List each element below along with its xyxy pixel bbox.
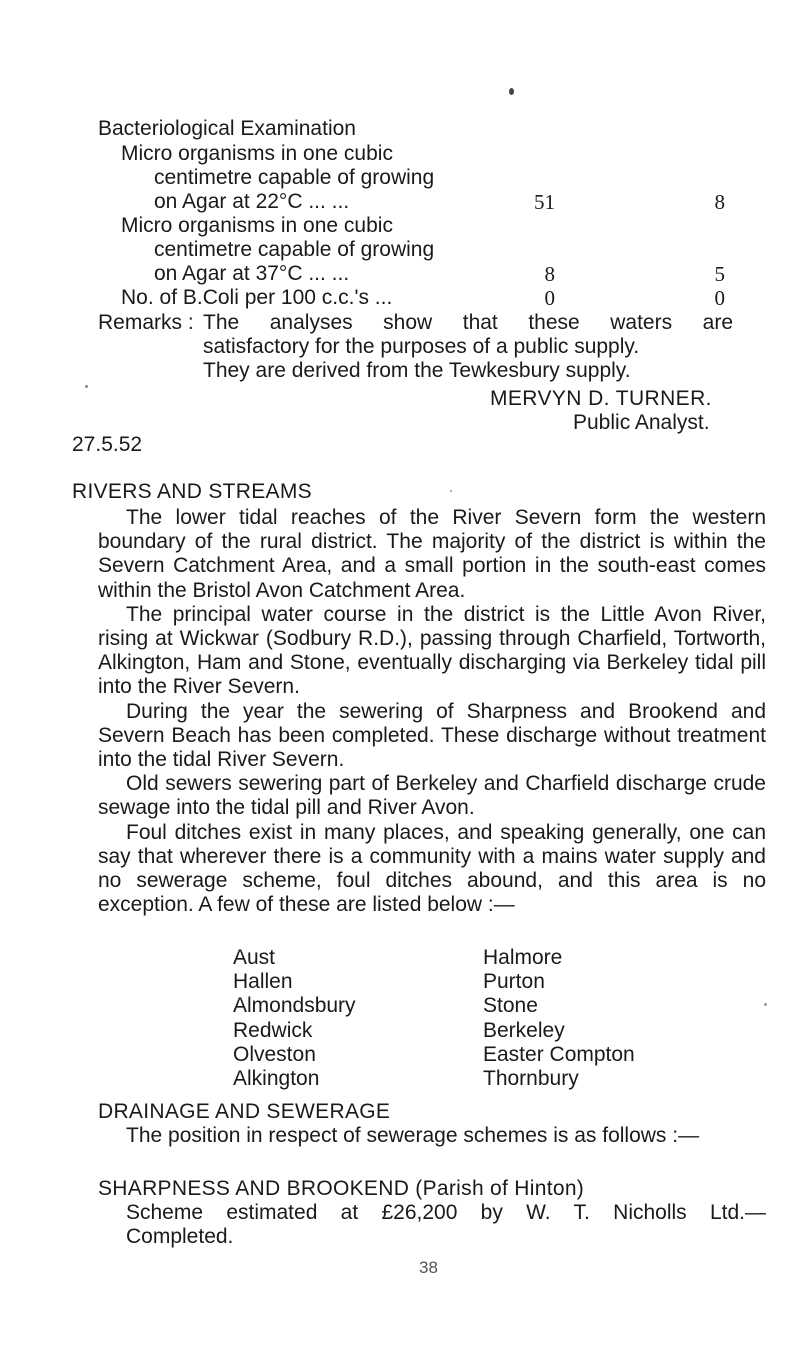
list-item: Thornbury	[483, 1067, 579, 1091]
print-speck	[85, 385, 88, 388]
list-item: Almondsbury	[233, 994, 356, 1018]
rivers-paragraph: Old sewers sewering part of Berkeley and Charfield discharge crude sewage into the tidal pill and River Avon.	[98, 772, 766, 820]
row3-value-2: 0	[714, 286, 725, 310]
remarks-label: Remarks :	[98, 311, 194, 334]
rivers-heading: RIVERS AND STREAMS	[72, 480, 312, 503]
list-item: Olveston	[233, 1042, 316, 1066]
scheme-line-1: Scheme estimated at £26,200 by W. T. Nicholls Ltd.—	[126, 1201, 766, 1224]
foul-ditch-list-left	[233, 946, 356, 1091]
list-item: Stone	[483, 994, 538, 1018]
row1-value-2: 8	[714, 190, 725, 214]
rivers-paragraph: Foul ditches exist in many places, and speaking generally, one can say that wherever there is a community with a mains water supply and no sewerage scheme, foul ditches abound, and this area is no exception. A few of these are listed below :—	[98, 820, 766, 917]
print-speck	[450, 490, 452, 492]
row2-value-2: 5	[714, 262, 725, 286]
signature-date: 27.5.52	[72, 433, 143, 456]
print-speck	[764, 1003, 767, 1006]
sharpness-subheading: SHARPNESS AND BROOKEND (Parish of Hinton)	[98, 1177, 585, 1200]
list-item: Hallen	[233, 970, 293, 994]
row2-line2: centimetre capable of growing	[154, 238, 435, 261]
drainage-heading: DRAINAGE AND SEWERAGE	[98, 1100, 391, 1123]
row3-label: No. of B.Coli per 100 c.c.'s ...	[121, 286, 393, 309]
list-item: Aust	[233, 946, 276, 969]
bacteriological-title: Bacteriological Examination	[98, 117, 356, 140]
row2-line3: on Agar at 37°C ... ...	[154, 262, 350, 285]
list-item: Halmore	[483, 946, 563, 969]
row3-value-1: 0	[544, 286, 555, 310]
list-item: Berkeley	[483, 1018, 565, 1042]
row1-line1: Micro organisms in one cubic	[121, 142, 393, 165]
print-speck	[509, 88, 514, 95]
signature-name: MERVYN D. TURNER.	[490, 387, 712, 410]
page-number: 38	[419, 1258, 438, 1277]
rivers-paragraph: The lower tidal reaches of the River Severn form the western boundary of the rural district. The majority of the district is within the Severn Catchment Area, and a small portion in the south-east comes within the Bristol Avon Catchment Area.	[98, 506, 766, 602]
drainage-intro: The position in respect of sewerage schemes is as follows :—	[126, 1124, 700, 1147]
row1-line3: on Agar at 22°C ... ...	[154, 190, 350, 213]
row2-line1: Micro organisms in one cubic	[121, 214, 393, 237]
list-item: Alkington	[233, 1067, 320, 1091]
row2-value-1: 8	[544, 262, 555, 286]
row1-line2: centimetre capable of growing	[154, 166, 435, 189]
list-item: Redwick	[233, 1018, 313, 1042]
signature-title: Public Analyst.	[573, 411, 710, 434]
remarks-line-2: satisfactory for the purposes of a public supply.	[203, 335, 640, 358]
rivers-paragraph: The principal water course in the district is the Little Avon River, rising at Wickwar (Sodbury R.D.), passing through Charfield, Tortworth, Alkington, Ham and Stone, eventually discharging via Berkeley tidal pill into the River Severn.	[98, 602, 766, 699]
remarks-line-3: They are derived from the Tewkesbury supply.	[203, 359, 631, 382]
list-item: Purton	[483, 970, 545, 994]
foul-ditch-list-right	[483, 946, 635, 1091]
rivers-paragraph: During the year the sewering of Sharpness and Brookend and Severn Beach has been completed. These discharge without treatment into the tidal River Severn.	[98, 699, 766, 772]
row1-value-1: 51	[534, 190, 555, 214]
scheme-line-2: Completed.	[126, 1225, 234, 1248]
rivers-body	[98, 506, 766, 917]
remarks-line-1: The analyses show that these waters are	[203, 311, 733, 334]
list-item: Easter Compton	[483, 1042, 635, 1066]
